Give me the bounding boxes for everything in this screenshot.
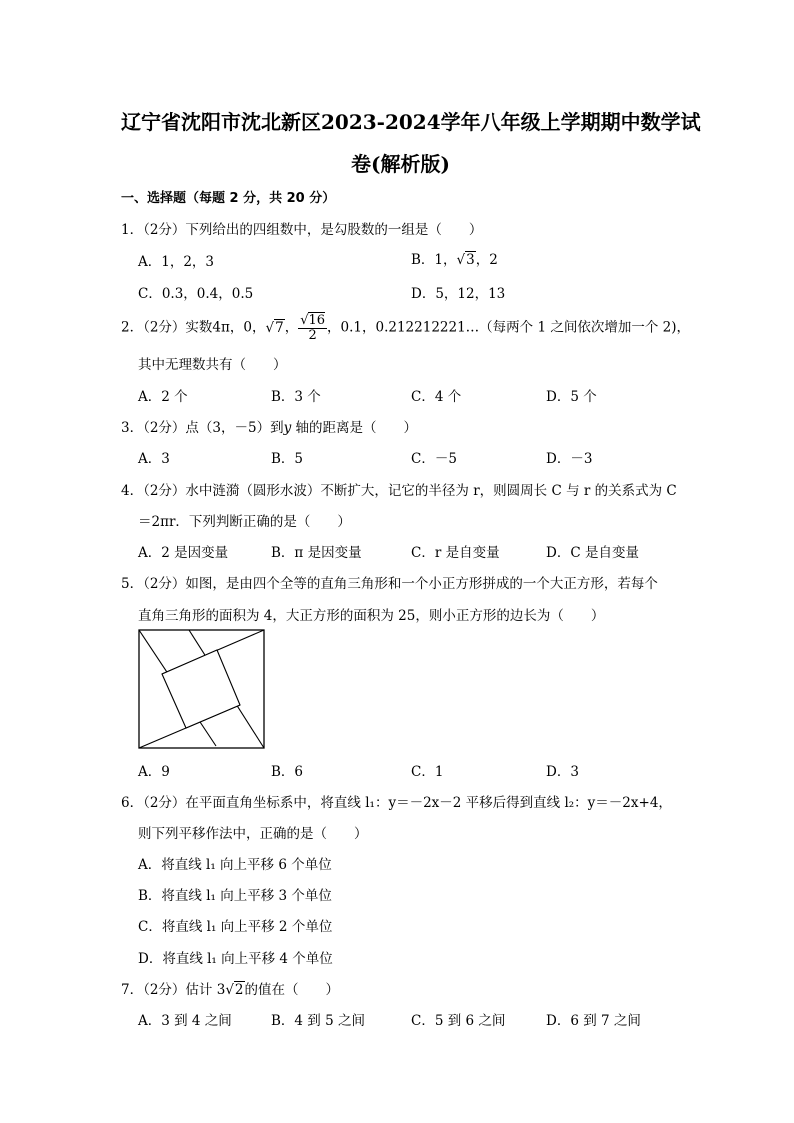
paper-title-line1: 辽宁省沈阳市沈北新区2023-2024学年八年级上学期期中数学试	[121, 110, 701, 134]
option-c: C．r 是自变量	[411, 545, 500, 561]
section-heading: 一、选择题（每题 2 分，共 20 分）	[121, 191, 336, 206]
option-b: B．6	[271, 764, 304, 780]
question-stem: 3．（2分）点（3，－5）到y 轴的距离是（ ）	[121, 420, 418, 436]
inner-square	[162, 650, 240, 728]
option-a: A．2 个	[138, 389, 188, 405]
paper-title-line2: 卷(解析版)	[351, 152, 450, 176]
option-d: D．C 是自变量	[546, 545, 639, 561]
stem-suffix: ，0.1，0.212212221…（每两个 1 之间依次增加一个 2)，	[327, 319, 691, 336]
sqrt-symbol: √3	[456, 252, 475, 268]
fraction: $\frac{√16}{2}$	[300, 313, 326, 343]
option-a: A．3 到 4 之间	[138, 1013, 232, 1029]
option-c: C．0.3，0.4，0.5	[138, 286, 254, 302]
option-d: D．5，12，13	[411, 286, 506, 302]
pinwheel-square-figure	[138, 629, 266, 749]
question-stem-line2: 其中无理数共有（ ）	[138, 357, 287, 373]
stem-prefix: 2．（2分）实数4π，0，	[121, 319, 266, 336]
option-b	[411, 248, 498, 268]
question-stem-line2: ＝2πr．下列判断正确的是（ ）	[138, 514, 351, 530]
question-stem: 1．（2分）下列给出的四组数中，是勾股数的一组是（ ）	[121, 222, 483, 238]
option-a: A．9	[138, 764, 170, 780]
question-stem: 5．（2分）如图，是由四个全等的直角三角形和一个小正方形拼成的一个大正方形，若每个	[121, 576, 658, 592]
question-stem: 7．（2分）估计 3√2的值在（ ）	[121, 982, 340, 998]
option-d: D．将直线 l₁ 向上平移 4 个单位	[138, 951, 333, 967]
question-stem: 2．（2分）实数4π，0，√7， $\frac{√16}{2}$ ，0.1，0.212212221…（每两个 1 之间依次增加一个 2)，	[121, 313, 691, 343]
option-b: B．4 到 5 之间	[271, 1013, 365, 1029]
question-stem: 4．（2分）水中涟漪（圆形水波）不断扩大，记它的半径为 r，则圆周长 C 与 r 的关系式为 C	[121, 483, 677, 499]
question-stem-line2: 直角三角形的面积为 4，大正方形的面积为 25，则小正方形的边长为（ ）	[138, 608, 605, 624]
option-b-prefix: B．1，	[411, 252, 457, 268]
option-b: B．5	[271, 451, 304, 467]
question-stem: 6．（2分）在平面直角坐标系中，将直线 l₁：y＝－2x－2 平移后得到直线 l₂：y＝－2x+4，	[121, 795, 672, 811]
question-stem-line2: 则下列平移作法中，正确的是（ ）	[138, 826, 368, 842]
option-c: C．1	[411, 764, 444, 780]
option-b: B．3 个	[271, 389, 321, 405]
option-b-suffix: ，2	[475, 252, 498, 268]
option-b: B．将直线 l₁ 向上平移 3 个单位	[138, 888, 332, 904]
sqrt-symbol: √2	[225, 982, 244, 998]
option-a: A．将直线 l₁ 向上平移 6 个单位	[138, 857, 332, 873]
option-b: B．π 是因变量	[271, 545, 362, 561]
option-a: A．1，2，3	[138, 254, 215, 270]
option-d: D．3	[546, 764, 579, 780]
option-d: D．－3	[546, 451, 593, 467]
option-d: D．6 到 7 之间	[546, 1013, 641, 1029]
option-c: C．将直线 l₁ 向上平移 2 个单位	[138, 919, 333, 935]
option-c: C．5 到 6 之间	[411, 1013, 506, 1029]
option-a: A．3	[138, 451, 170, 467]
option-c: C．－5	[411, 451, 457, 467]
option-a: A．2 是因变量	[138, 545, 229, 561]
option-c: C．4 个	[411, 389, 462, 405]
sqrt-symbol: √7	[265, 319, 284, 336]
option-d: D．5 个	[546, 389, 597, 405]
